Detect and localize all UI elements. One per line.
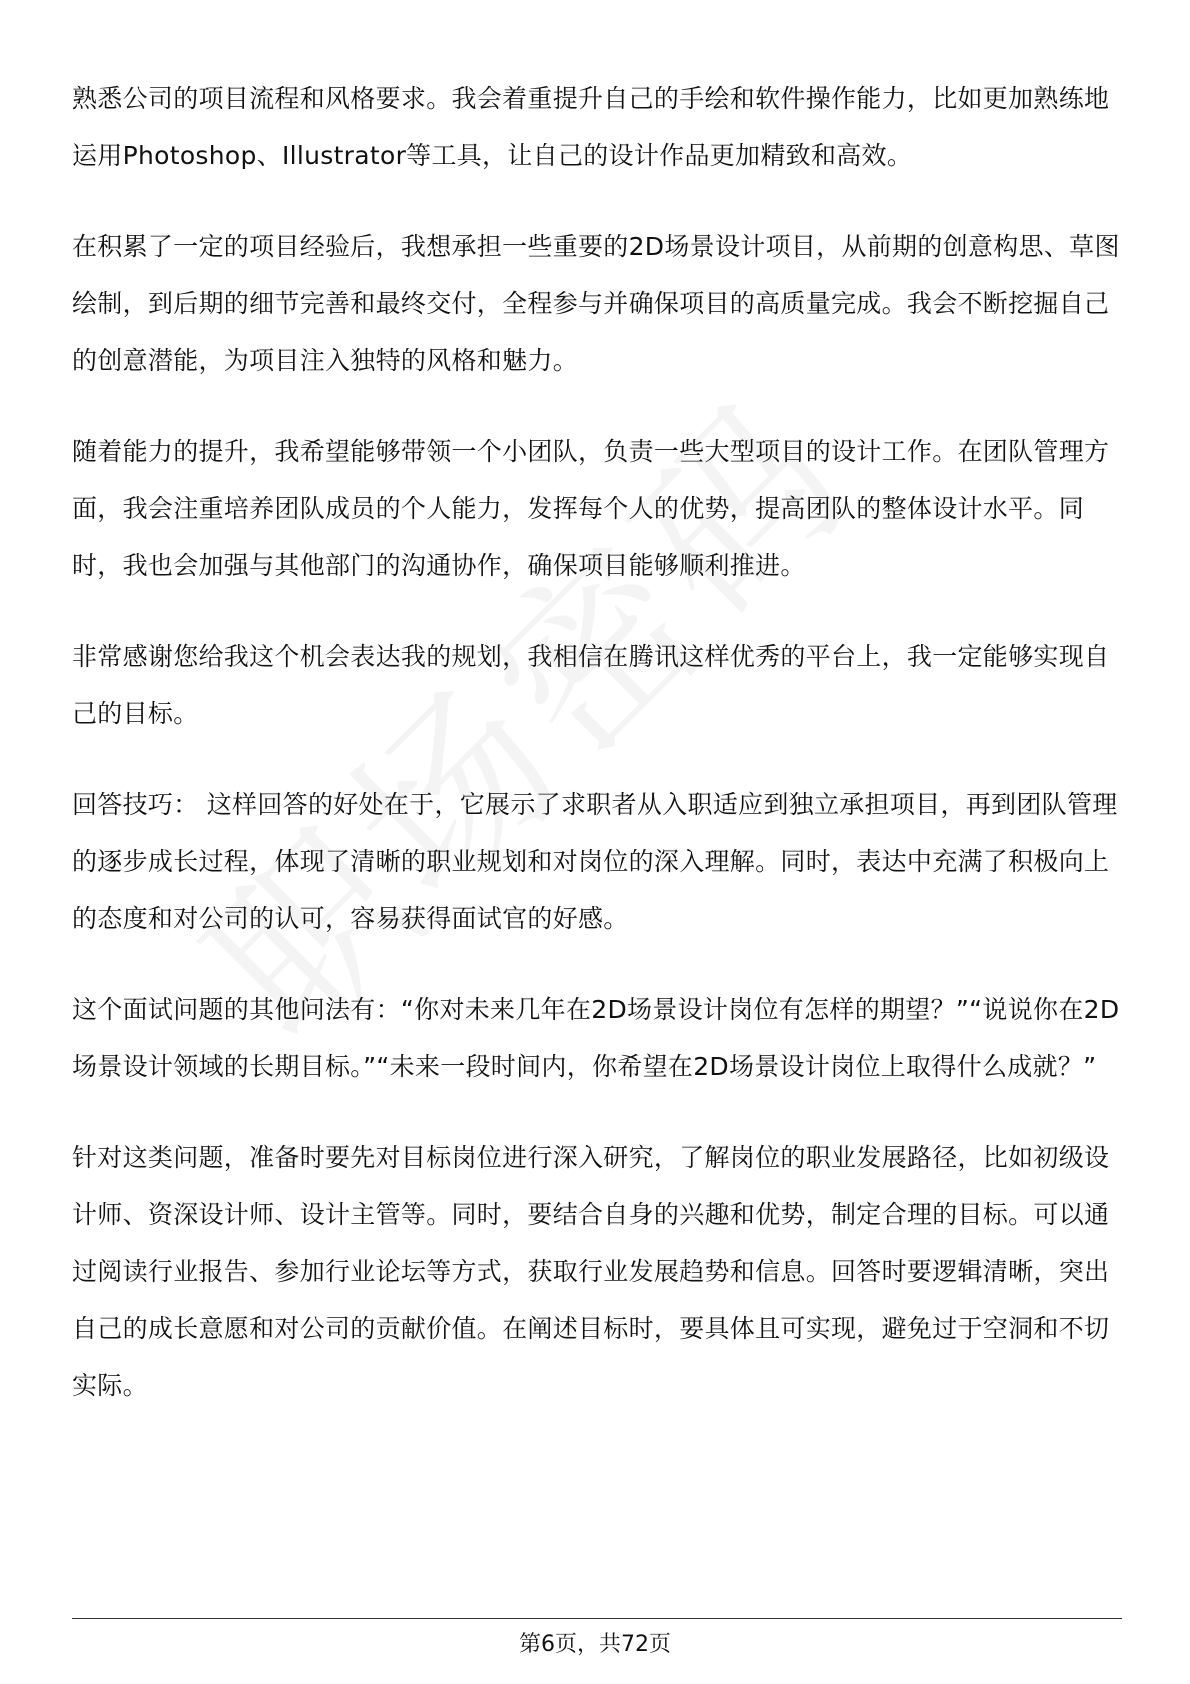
paragraph: 熟悉公司的项目流程和风格要求。我会着重提升自己的手绘和软件操作能力，比如更加熟练地运用Photoshop、Illustrator等工具，让自己的设计作品更加精致和高效。: [72, 84, 1110, 170]
document-body: [72, 70, 1122, 1448]
footer-divider: [72, 1618, 1122, 1619]
paragraph: 在积累了一定的项目经验后，我想承担一些重要的2D场景设计项目，从前期的创意构思、草图绘制，到后期的细节完善和最终交付，全程参与并确保项目的高质量完成。我会不断挖掘自己的创意潜能，为项目注入独特的风格和魅力。: [72, 232, 1120, 375]
paragraph: 非常感谢您给我这个机会表达我的规划，我相信在腾讯这样优秀的平台上，我一定能够实现自己的目标。: [72, 642, 1110, 728]
page-number: 第6页，共72页: [519, 1632, 671, 1657]
paragraph: 随着能力的提升，我希望能够带领一个小团队，负责一些大型项目的设计工作。在团队管理方面，我会注重培养团队成员的个人能力，发挥每个人的优势，提高团队的整体设计水平。同时，我也会加强与其他部门的沟通协作，确保项目能够顺利推进。: [72, 437, 1110, 580]
paragraph: 这个面试问题的其他问法有：“你对未来几年在2D场景设计岗位有怎样的期望？”“说说你在2D场景设计领域的长期目标。”“未来一段时间内，你希望在2D场景设计岗位上取得什么成就？”: [72, 995, 1120, 1081]
paragraph: 针对这类问题，准备时要先对目标岗位进行深入研究，了解岗位的职业发展路径，比如初级设计师、资深设计师、设计主管等。同时，要结合自身的兴趣和优势，制定合理的目标。可以通过阅读行业报告、参加行业论坛等方式，获取行业发展趋势和信息。回答时要逻辑清晰，突出自己的成长意愿和对公司的贡献价值。在阐述目标时，要具体且可实现，避免过于空洞和不切实际。: [72, 1143, 1110, 1400]
paragraph: 回答技巧： 这样回答的好处在于，它展示了求职者从入职适应到独立承担项目，再到团队管理的逐步成长过程，体现了清晰的职业规划和对岗位的深入理解。同时，表达中充满了积极向上的态度和对公司的认可，容易获得面试官的好感。: [72, 790, 1118, 933]
